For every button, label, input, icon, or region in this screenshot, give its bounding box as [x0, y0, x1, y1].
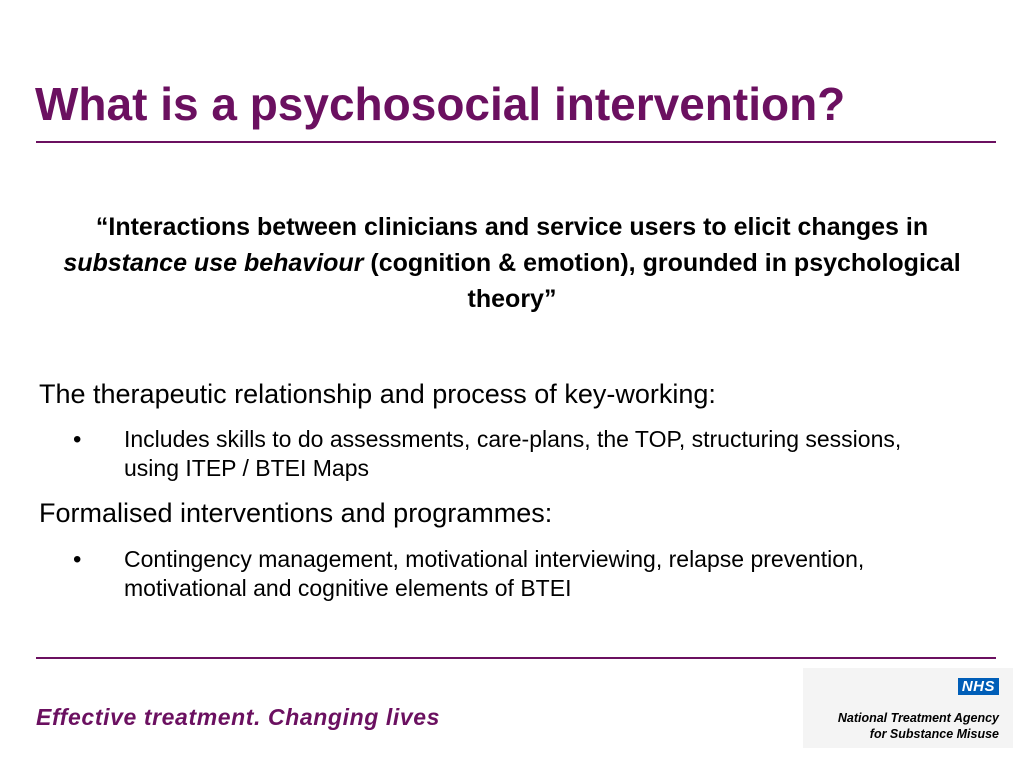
definition-quote [40, 209, 984, 317]
nhs-logo-icon: NHS [958, 678, 999, 695]
bullet-text: Contingency management, motivational interviewing, relapse prevention, motivational and cognitive elements of BTEI [124, 546, 865, 601]
title-divider [36, 141, 996, 143]
bullet-icon: • [73, 426, 82, 453]
section-heading-keyworking: The therapeutic relationship and process of key-working: [39, 379, 716, 409]
quote-text-end: (cognition & emotion), grounded in psychological theory” [363, 249, 961, 313]
slide-title: What is a psychosocial intervention? [35, 78, 846, 130]
section-heading-formalised: Formalised interventions and programmes: [39, 498, 553, 528]
agency-name-line2: for Substance Misuse [869, 727, 999, 741]
bullet-text: Includes skills to do assessments, care-plans, the TOP, structuring sessions, using ITEP / BTEI Maps [124, 426, 902, 481]
quote-italic-phrase: substance use behaviour [63, 249, 364, 277]
quote-text-start: “Interactions between clinicians and service users to elicit changes in [95, 213, 929, 241]
footer-divider [36, 657, 996, 659]
bullet-icon: • [73, 546, 82, 573]
footer-tagline: Effective treatment. Changing lives [36, 704, 441, 730]
agency-name-line1: National Treatment Agency [837, 711, 999, 725]
nta-logo [803, 668, 1013, 748]
